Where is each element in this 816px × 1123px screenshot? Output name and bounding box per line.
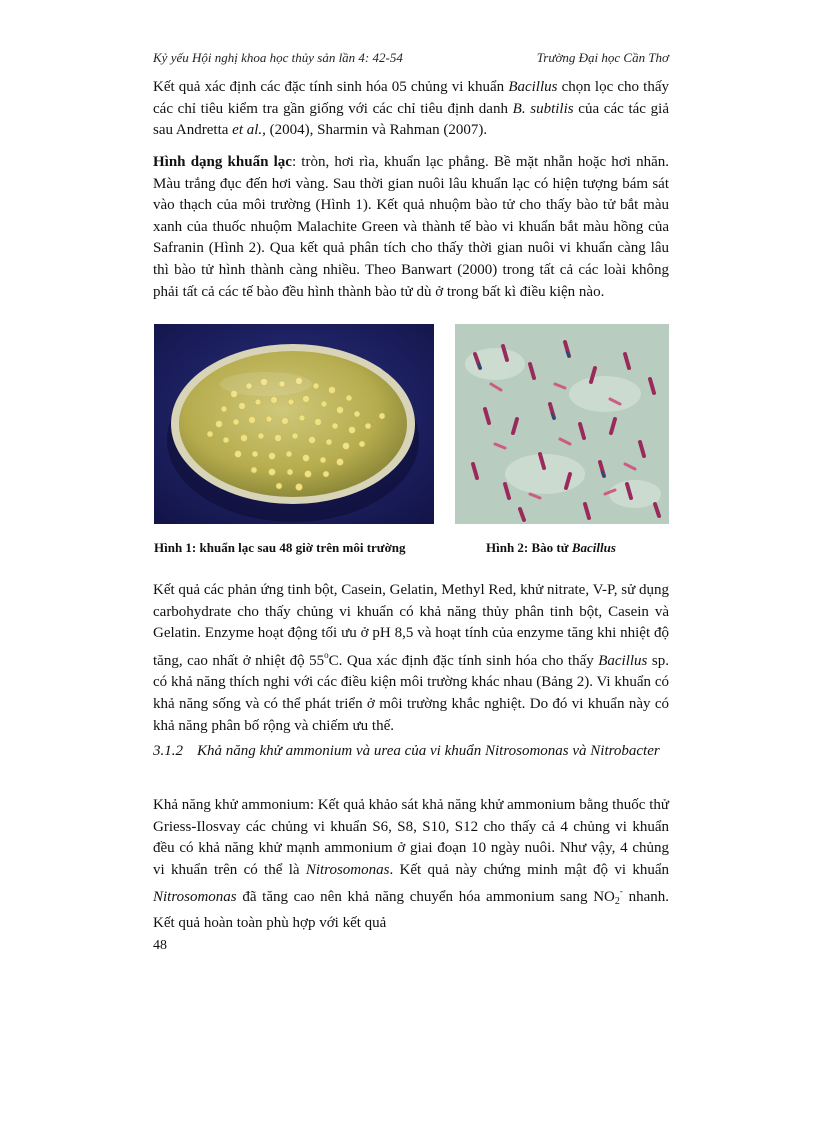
figure-2-spore-micrograph <box>455 324 669 524</box>
header-university: Trường Đại học Cần Thơ <box>536 50 669 65</box>
page-number: 48 <box>153 938 167 953</box>
paragraph-biochemical-results: Kết quả xác định các đặc tính sinh hóa 05 chủng vi khuẩn Bacillus chọn lọc cho thấy các chỉ tiêu kiểm tra gần giống với các chỉ tiêu định danh B. subtilis của các tác giả sau Andretta et al., (2004), Sharmin và Rahman (2007). <box>153 79 669 139</box>
paragraph-ammonium-reduction: Khả năng khử ammonium: Kết quả khảo sát khả năng khử ammonium bằng thuốc thử Griess-Ilosvay các chủng vi khuẩn S6, S8, S10, S12 cho thấy cả 4 chủng vi khuẩn đều có khả năng khử mạnh ammonium ở giai đoạn 10 ngày nuôi. Như vậy, 4 chủng vi khuẩn trên có thể là Nitrosomonas. Kết quả này chứng minh mật độ vi khuẩn Nitrosomonas đã tăng cao nên khả năng chuyển hóa ammonium sang $NO_2^-$ nhanh. Kết quả hoàn toàn phù hợp với kết quả <box>153 797 669 931</box>
paragraph-enzyme-results: Kết quả các phản ứng tinh bột, Casein, Gelatin, Methyl Red, khử nitrate, V-P, sử dụng carbohydrate cho thấy chủng vi khuẩn có khả năng thủy phân tinh bột, Casein và Gelatin. Enzyme hoạt động tối ưu ở pH 8,5 và hoạt tính của enzyme tăng khi nhiệt độ tăng, cao nhất ở nhiệt độ 55$^o$C. Qua xác định đặc tính sinh hóa cho thấy Bacillus sp. có khả năng thích nghi với các điều kiện môi trường khác nhau (Bảng 2). Vi khuẩn có khả năng sống và có thể phát triển ở môi trường khắc nghiệt. Do đó vi khuẩn này có khả năng phân bố rộng và chiếm ưu thế. <box>153 582 669 734</box>
header-journal: Kỷ yếu Hội nghị khoa học thủy sản lần 4: 42-54 <box>153 50 403 65</box>
figure-1-caption: Hình 1: khuẩn lạc sau 48 giờ trên môi trường <box>154 540 406 555</box>
section-title: Khả năng khử ammonium và urea của vi khuẩn Nitrosomonas và Nitrobacter <box>197 743 660 759</box>
paragraph-colony-morphology: Hình dạng khuẩn lạc: tròn, hơi rìa, khuẩn lạc phẳng. Bề mặt nhẵn hoặc hơi nhăn. Màu trắng đục đến hơi vàng. Sau thời gian nuôi lâu khuẩn lạc có hiện tượng bám sát vào thạch của môi trường (Hình 1). Kết quả nhuộm bào tử cho thấy bào tử bắt màu xanh của thuốc nhuộm Malachite Green và thành tế bào vi khuẩn bắt màu hồng của Safranin (Hình 2). Qua kết quả phân tích cho thấy thời gian nuôi vi khuẩn càng lâu thì bào tử hình thành càng nhiều. Theo Banwart (2000) trong tất cả các loài không phải tất cả các tế bào đều hình thành bào tử dù ở trong bất kì điều kiện nào. <box>153 154 669 300</box>
petri-dish-image <box>154 324 434 524</box>
spore-stain-image <box>455 324 669 524</box>
running-header <box>153 50 669 70</box>
section-number: 3.1.2 <box>153 743 183 759</box>
figure-2-caption: Hình 2: Bào tử Bacillus <box>486 540 616 555</box>
agar-surface <box>179 351 407 497</box>
colony-morphology-label: Hình dạng khuẩn lạc <box>153 154 292 170</box>
figure-1-petri-dish <box>154 324 434 524</box>
